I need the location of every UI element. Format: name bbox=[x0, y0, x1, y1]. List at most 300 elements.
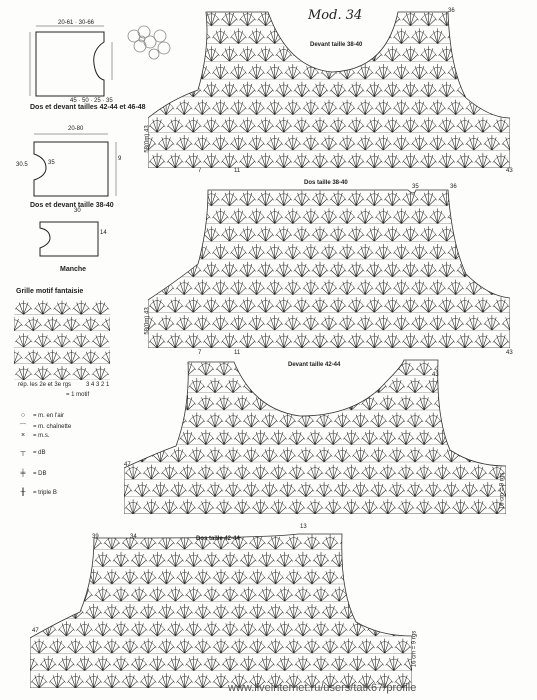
fan-stitch bbox=[485, 28, 500, 43]
fan-stitch bbox=[190, 413, 205, 428]
fan-stitch bbox=[331, 82, 346, 97]
fan-stitch bbox=[453, 430, 468, 445]
fan-stitch bbox=[253, 430, 268, 445]
fan-stitch bbox=[250, 569, 265, 584]
fan-stitch bbox=[186, 587, 201, 602]
fan-stitch bbox=[485, 100, 500, 115]
legend-item bbox=[16, 412, 64, 419]
fan-stitch bbox=[214, 569, 229, 584]
fan-stitch bbox=[485, 64, 500, 79]
fan-stitch bbox=[150, 11, 165, 26]
chain-arc bbox=[484, 283, 500, 290]
fan-stitch bbox=[74, 333, 89, 347]
fan-stitch bbox=[126, 361, 141, 376]
fan-stitch bbox=[267, 208, 282, 223]
fan-stitch bbox=[124, 378, 131, 393]
fan-stitch bbox=[313, 117, 328, 132]
fan-stitch bbox=[177, 569, 192, 584]
fan-stitch bbox=[268, 639, 283, 654]
chain-arc bbox=[502, 67, 510, 74]
fan-stitch bbox=[16, 333, 31, 347]
fan-stitch bbox=[313, 11, 328, 26]
fan-stitch bbox=[123, 569, 138, 584]
fan-stitch bbox=[331, 117, 346, 132]
fan-stitch bbox=[314, 587, 329, 602]
fan-stitch bbox=[74, 366, 89, 380]
fan-stitch bbox=[448, 135, 463, 150]
chain-arc bbox=[124, 450, 132, 457]
fan-stitch bbox=[50, 673, 65, 688]
fan-stitch bbox=[277, 11, 292, 26]
fan-stitch bbox=[286, 244, 301, 259]
fan-stitch bbox=[390, 378, 405, 393]
fan-stitch bbox=[64, 317, 79, 331]
fan-stitch bbox=[240, 82, 255, 97]
fan-stitch bbox=[417, 430, 432, 445]
fan-stitch bbox=[385, 297, 400, 312]
fan-stitch bbox=[340, 135, 355, 150]
fan-stitch bbox=[490, 430, 505, 445]
chain-arc bbox=[49, 572, 65, 579]
fan-stitch bbox=[231, 244, 246, 259]
fan-stitch bbox=[159, 315, 174, 330]
fan-stitch bbox=[494, 117, 509, 132]
fan-stitch bbox=[232, 639, 247, 654]
chain-arc bbox=[380, 364, 396, 371]
fan-stitch bbox=[277, 656, 292, 671]
double-crochet-icon: ╪ bbox=[20, 470, 26, 477]
chain-arc bbox=[466, 32, 482, 39]
fan-stitch bbox=[223, 552, 238, 567]
chain-arc bbox=[358, 607, 374, 614]
fan-stitch bbox=[439, 191, 454, 206]
chain-arc bbox=[298, 381, 314, 388]
fan-stitch bbox=[217, 395, 232, 410]
legend-text: = dB bbox=[33, 449, 46, 456]
chain-arc bbox=[330, 49, 346, 56]
fan-stitch bbox=[371, 413, 386, 428]
fan-stitch bbox=[196, 604, 211, 619]
fan-stitch bbox=[190, 447, 205, 462]
fan-stitch bbox=[412, 28, 427, 43]
chain-arc bbox=[443, 416, 459, 423]
fan-stitch bbox=[467, 64, 482, 79]
panel2-num-mid: 11 bbox=[234, 350, 241, 356]
chain-arc bbox=[498, 381, 506, 388]
fan-stitch bbox=[150, 621, 165, 636]
fan-stitch bbox=[50, 639, 65, 654]
fan-stitch bbox=[494, 333, 509, 348]
fan-stitch bbox=[258, 153, 273, 168]
fan-stitch bbox=[287, 535, 302, 550]
fan-stitch bbox=[340, 100, 355, 115]
chain-arc bbox=[489, 364, 505, 371]
fan-stitch bbox=[295, 226, 310, 241]
fan-stitch bbox=[241, 621, 256, 636]
fan-stitch bbox=[249, 208, 264, 223]
fan-stitch bbox=[213, 64, 228, 79]
fan-stitch bbox=[308, 430, 323, 445]
panel2-title: Dos taille 38-40 bbox=[304, 180, 348, 186]
fan-stitch bbox=[186, 552, 201, 567]
fan-stitch bbox=[196, 639, 211, 654]
panel4-num-top1: 39 bbox=[92, 534, 99, 540]
fan-stitch bbox=[159, 673, 174, 688]
fan-stitch bbox=[490, 361, 505, 376]
fan-stitch bbox=[485, 315, 500, 330]
chain-arc bbox=[357, 32, 373, 39]
fan-stitch bbox=[326, 395, 341, 410]
grid-motif-note: = 1 motif bbox=[66, 392, 90, 398]
schematic-body-large bbox=[12, 20, 142, 102]
fan-stitch bbox=[68, 673, 83, 688]
fan-stitch bbox=[250, 639, 265, 654]
fan-stitch bbox=[471, 361, 486, 376]
chain-arc bbox=[134, 450, 150, 457]
fan-stitch bbox=[444, 378, 459, 393]
fan-stitch bbox=[240, 262, 255, 277]
fan-stitch bbox=[204, 82, 219, 97]
chain-arc bbox=[176, 212, 192, 219]
chain-arc bbox=[185, 49, 201, 56]
chain-arc bbox=[493, 49, 509, 56]
fan-stitch bbox=[177, 208, 192, 223]
fan-stitch bbox=[503, 208, 510, 223]
fan-stitch bbox=[476, 153, 491, 168]
fan-stitch bbox=[403, 297, 418, 312]
chain-arc bbox=[143, 433, 159, 440]
fan-stitch bbox=[199, 465, 214, 480]
legend-text: = m. chaînette bbox=[33, 424, 72, 430]
fan-stitch bbox=[421, 297, 436, 312]
fan-stitch bbox=[448, 244, 463, 259]
fan-stitch bbox=[499, 413, 506, 428]
schematic2-inner: 35 bbox=[48, 160, 55, 166]
chain-arc bbox=[289, 398, 305, 405]
fan-stitch bbox=[367, 333, 382, 348]
fan-stitch bbox=[32, 673, 47, 688]
fan-stitch bbox=[305, 535, 320, 550]
fan-stitch bbox=[280, 482, 295, 497]
fan-stitch bbox=[295, 82, 310, 97]
fan-stitch bbox=[223, 621, 238, 636]
fan-stitch bbox=[387, 656, 402, 671]
fan-stitch bbox=[503, 280, 510, 295]
chain-arc bbox=[170, 381, 186, 388]
fan-stitch bbox=[150, 656, 165, 671]
fan-stitch bbox=[226, 413, 241, 428]
chain-arc bbox=[404, 555, 412, 562]
fan-stitch bbox=[231, 64, 246, 79]
chain-arc bbox=[466, 67, 482, 74]
fan-stitch bbox=[177, 535, 192, 550]
chain-arc bbox=[377, 607, 393, 614]
chain-arc bbox=[294, 49, 310, 56]
fan-stitch bbox=[35, 301, 50, 315]
chain-arc bbox=[493, 265, 509, 272]
fan-stitch bbox=[471, 499, 486, 514]
fan-stitch bbox=[377, 569, 392, 584]
fan-stitch bbox=[141, 535, 156, 550]
chain-arc bbox=[493, 229, 509, 236]
fan-stitch bbox=[412, 100, 427, 115]
chain-arc bbox=[502, 283, 510, 290]
fan-stitch bbox=[222, 82, 237, 97]
chain-arc bbox=[367, 624, 383, 631]
fan-stitch bbox=[403, 46, 418, 61]
fan-stitch bbox=[430, 28, 445, 43]
fan-stitch bbox=[14, 350, 22, 364]
fan-stitch bbox=[253, 361, 268, 376]
fan-stitch bbox=[499, 447, 506, 462]
fan-stitch bbox=[403, 191, 418, 206]
fan-stitch bbox=[476, 262, 491, 277]
fan-stitch bbox=[190, 482, 205, 497]
fan-stitch bbox=[408, 447, 423, 462]
fan-stitch bbox=[417, 395, 432, 410]
fan-stitch bbox=[277, 552, 292, 567]
fan-stitch bbox=[123, 604, 138, 619]
fan-stitch bbox=[295, 46, 310, 61]
fan-stitch bbox=[86, 673, 101, 688]
fan-stitch bbox=[267, 28, 282, 43]
fan-stitch bbox=[417, 465, 432, 480]
chain-arc bbox=[377, 538, 393, 545]
fan-stitch bbox=[286, 280, 301, 295]
chain-arc bbox=[161, 398, 177, 405]
fan-stitch bbox=[368, 656, 383, 671]
fan-stitch bbox=[204, 262, 219, 277]
chain-arc bbox=[343, 364, 359, 371]
fan-stitch bbox=[349, 153, 364, 168]
fan-stitch bbox=[199, 395, 214, 410]
fan-stitch bbox=[385, 333, 400, 348]
fan-stitch bbox=[408, 413, 423, 428]
fan-stitch bbox=[458, 117, 473, 132]
fan-stitch bbox=[458, 11, 473, 26]
fan-stitch bbox=[485, 244, 500, 259]
chain-arc bbox=[480, 450, 496, 457]
fan-stitch bbox=[150, 226, 165, 241]
fan-stitch bbox=[186, 117, 201, 132]
chain-arc bbox=[461, 450, 477, 457]
fan-stitch bbox=[421, 11, 436, 26]
fan-stitch bbox=[102, 317, 110, 331]
fan-stitch bbox=[494, 191, 509, 206]
fan-stitch bbox=[458, 191, 473, 206]
fan-stitch bbox=[268, 604, 283, 619]
fan-stitch bbox=[30, 587, 37, 602]
fan-stitch bbox=[385, 82, 400, 97]
chain-arc bbox=[367, 555, 383, 562]
fan-stitch bbox=[332, 552, 347, 567]
fan-stitch bbox=[467, 208, 482, 223]
fan-stitch bbox=[335, 378, 350, 393]
chain-arc bbox=[148, 212, 156, 219]
panel3-num-right: 43 bbox=[432, 372, 439, 378]
fan-stitch bbox=[296, 552, 311, 567]
fan-stitch bbox=[412, 280, 427, 295]
fan-stitch bbox=[114, 552, 129, 567]
fan-stitch bbox=[222, 226, 237, 241]
fan-stitch bbox=[135, 413, 150, 428]
fan-stitch bbox=[162, 395, 177, 410]
fan-stitch bbox=[83, 350, 98, 364]
fan-stitch bbox=[439, 333, 454, 348]
fan-stitch bbox=[313, 262, 328, 277]
chain-arc bbox=[475, 229, 491, 236]
fan-stitch bbox=[32, 535, 47, 550]
fan-stitch bbox=[148, 100, 155, 115]
fan-stitch bbox=[144, 361, 159, 376]
fan-stitch bbox=[349, 191, 364, 206]
fan-stitch bbox=[124, 413, 131, 428]
fan-stitch bbox=[213, 135, 228, 150]
fan-stitch bbox=[249, 135, 264, 150]
chain-arc bbox=[167, 229, 183, 236]
fan-stitch bbox=[204, 117, 219, 132]
fan-stitch bbox=[314, 656, 329, 671]
fan-stitch bbox=[349, 297, 364, 312]
chain-arc bbox=[502, 32, 510, 39]
fan-stitch bbox=[195, 244, 210, 259]
fan-stitch bbox=[150, 333, 165, 348]
fan-stitch bbox=[358, 208, 373, 223]
fan-stitch bbox=[93, 366, 108, 380]
fan-stitch bbox=[304, 100, 319, 115]
fan-stitch bbox=[295, 153, 310, 168]
chain-arc bbox=[40, 590, 56, 597]
fan-stitch bbox=[204, 226, 219, 241]
chain-arc bbox=[148, 283, 156, 290]
fan-stitch bbox=[394, 28, 409, 43]
fan-stitch bbox=[208, 378, 223, 393]
schematic2-side-left: 30.5 bbox=[16, 162, 28, 168]
fan-stitch bbox=[213, 100, 228, 115]
fan-stitch bbox=[299, 482, 314, 497]
fan-stitch bbox=[286, 28, 301, 43]
fan-stitch bbox=[387, 552, 402, 567]
chain-arc bbox=[330, 14, 346, 21]
fan-stitch bbox=[295, 333, 310, 348]
chain-arc bbox=[149, 49, 165, 56]
fan-stitch bbox=[205, 621, 220, 636]
fan-stitch bbox=[358, 280, 373, 295]
fan-stitch bbox=[317, 378, 332, 393]
fan-stitch bbox=[326, 430, 341, 445]
fan-stitch bbox=[240, 191, 255, 206]
fan-stitch bbox=[471, 395, 486, 410]
fan-stitch bbox=[267, 64, 282, 79]
fan-stitch bbox=[390, 447, 405, 462]
chain-arc bbox=[377, 572, 393, 579]
panel1-num-topright: 36 bbox=[448, 8, 455, 14]
chain-arc bbox=[58, 555, 74, 562]
fan-stitch bbox=[290, 430, 305, 445]
fan-stitch bbox=[258, 117, 273, 132]
chain-arc bbox=[149, 229, 165, 236]
fan-stitch bbox=[148, 64, 155, 79]
chain-arc bbox=[276, 14, 292, 21]
fan-stitch bbox=[385, 46, 400, 61]
fan-stitch bbox=[476, 333, 491, 348]
fan-stitch bbox=[344, 430, 359, 445]
schematic2-label: Dos et devant taille 38-40 bbox=[30, 202, 114, 209]
fan-stitch bbox=[280, 447, 295, 462]
fan-stitch bbox=[467, 315, 482, 330]
fan-stitch bbox=[476, 46, 491, 61]
fan-stitch bbox=[150, 552, 165, 567]
fan-stitch bbox=[277, 153, 292, 168]
fan-stitch bbox=[322, 244, 337, 259]
fan-stitch bbox=[222, 191, 237, 206]
fan-stitch bbox=[262, 378, 277, 393]
fan-stitch bbox=[258, 46, 273, 61]
fan-stitch bbox=[50, 604, 65, 619]
fan-stitch bbox=[124, 482, 131, 497]
panel3-dim-right: 16 cm = 9 rgs bbox=[499, 472, 506, 510]
fan-stitch bbox=[223, 587, 238, 602]
chain-arc bbox=[252, 364, 268, 371]
chain-arc bbox=[339, 32, 355, 39]
fan-stitch bbox=[335, 447, 350, 462]
fan-stitch bbox=[317, 447, 332, 462]
fan-stitch bbox=[222, 153, 237, 168]
fan-stitch bbox=[381, 465, 396, 480]
fan-stitch bbox=[313, 46, 328, 61]
chain-arc bbox=[434, 398, 450, 405]
fan-stitch bbox=[476, 11, 491, 26]
fan-stitch bbox=[177, 135, 192, 150]
fan-stitch bbox=[412, 315, 427, 330]
fan-stitch bbox=[376, 28, 391, 43]
chain-arc bbox=[466, 212, 482, 219]
fan-stitch bbox=[259, 621, 274, 636]
fan-stitch bbox=[295, 262, 310, 277]
fan-stitch bbox=[213, 208, 228, 223]
panel4-dim-right: 16 cm = 9 rgs bbox=[411, 630, 418, 668]
fan-stitch bbox=[54, 301, 69, 315]
fan-stitch bbox=[299, 378, 314, 393]
fan-stitch bbox=[476, 297, 491, 312]
fan-stitch bbox=[299, 413, 314, 428]
fan-stitch bbox=[168, 621, 183, 636]
fan-stitch bbox=[253, 465, 268, 480]
fan-stitch bbox=[381, 395, 396, 410]
fan-stitch bbox=[64, 350, 79, 364]
fan-stitch bbox=[16, 366, 31, 380]
fan-stitch bbox=[195, 100, 210, 115]
fan-stitch bbox=[177, 280, 192, 295]
fan-stitch bbox=[240, 226, 255, 241]
grid-repeat-note: rép. les 2e et 3e rgs bbox=[18, 382, 72, 388]
fan-stitch bbox=[217, 499, 232, 514]
fan-stitch bbox=[268, 535, 283, 550]
fan-stitch bbox=[144, 395, 159, 410]
fan-stitch bbox=[368, 587, 383, 602]
fan-stitch bbox=[162, 430, 177, 445]
fan-stitch bbox=[153, 378, 168, 393]
fan-stitch bbox=[235, 465, 250, 480]
fan-stitch bbox=[362, 430, 377, 445]
fan-stitch bbox=[367, 262, 382, 277]
fan-stitch bbox=[186, 191, 201, 206]
fan-stitch bbox=[295, 11, 310, 26]
fan-stitch bbox=[453, 465, 468, 480]
fan-stitch bbox=[213, 28, 228, 43]
fan-stitch bbox=[208, 482, 223, 497]
chain-arc bbox=[325, 398, 341, 405]
